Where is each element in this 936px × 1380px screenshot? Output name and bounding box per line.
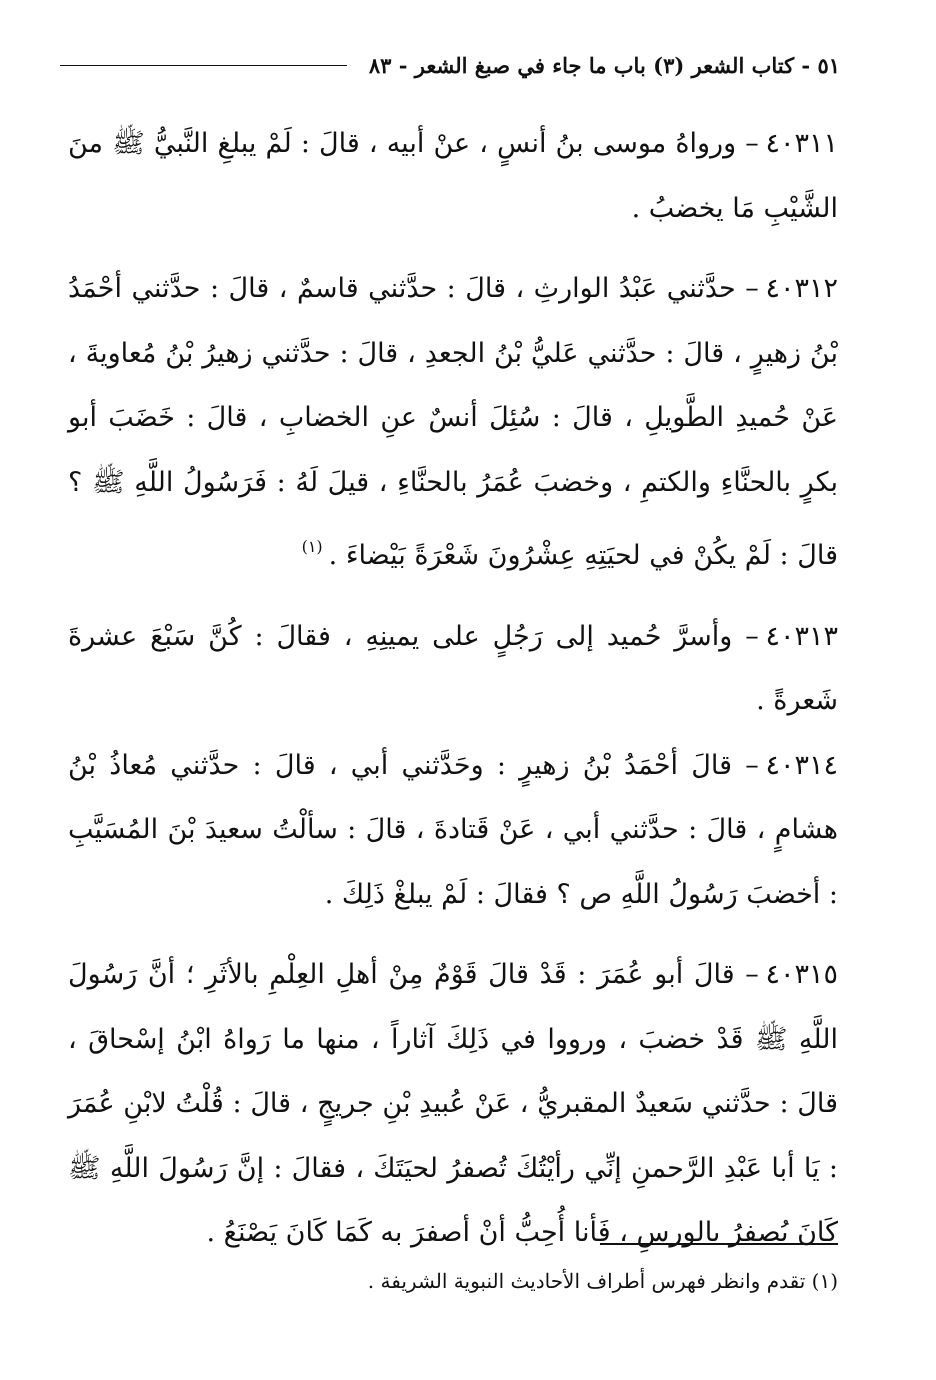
hadith-text: – ورواهُ موسى بنُ أنسٍ ، عنْ أبيه ، قالَ : لَمْ يبلغِ النَّبيُّ ﷺ منَ الشَّيْبِ مَا يخضبُ . [68,128,838,224]
hadith-number: ٤٠٣١٥ [765,959,838,990]
footnote-text: تقدم وانظر فهرس أطراف الأحاديث النبوية الشريفة . [367,1269,806,1293]
footnote-separator [600,1243,838,1245]
hadith-text: – وأسرَّ حُميد إلى رَجُلٍ على يمينِهِ ، فقالَ : كُنَّ سَبْعَ عشرةَ شَعرةً . [68,620,838,716]
hadith-paragraph [68,257,838,589]
hadith-paragraph [68,605,838,734]
hadith-text: – قالَ أحْمَدُ بْنُ زهيرٍ : وحَدَّثني أبي ، قالَ : حدَّثني مُعاذُ بْنُ هشامٍ ، قالَ : حدَّثني أبي ، عَنْ قَتادةَ ، قالَ : سألْتُ سعيدَ بْنَ المُسَيَّبِ : أخضبَ رَسُولُ اللَّهِ ص ؟ فقالَ : لَمْ يبلغْ ذَلِكَ . [68,749,838,910]
hadith-number: ٤٠٣١٣ [765,620,838,652]
hadith-text: – قالَ أبو عُمَرَ : قَدْ قالَ قَوْمٌ مِنْ أهلِ العِلْمِ بالأثَرِ ؛ أنَّ رَسُولَ اللَّهِ ﷺ قَدْ خضبَ ، ورووا في ذَلِكَ آثاراً ، منها ما رَواهُ ابْنُ إسْحاقَ ، قالَ : حدَّثني سَعيدٌ المقبريُّ ، عَنْ عُبيدِ بْنِ جريجٍ ، قالَ : قُلْتُ لابْنِ عُمَرَ : يَا أبا عَبْدِ الرَّحمنِ إنِّي رأيْتُكَ تُصفرُ لحيَتَكَ ، فقالَ : إنَّ رَسُولَ اللَّهِ ﷺ كَانَ يُصفرُ بالورسِ ، فَأنا أُحِبُّ أنْ أصفرَ به كَمَا كَانَ يَصْنَعُ . [68,959,838,1248]
hadith-text: – حدَّثني عَبْدُ الوارثِ ، قالَ : حدَّثني قاسمٌ ، قالَ : حدَّثني أحْمَدُ بْنُ زهيرٍ ، قالَ : حدَّثني عَليُّ بْنُ الجعدِ ، قالَ : حدَّثني زهيرُ بْنُ مُعاويةَ ، عَنْ حُميدِ الطَّويلِ ، قالَ : سُئِلَ أنسٌ عنِ الخضابِ ، قالَ : خَضَبَ أبو بكرٍ بالحنَّاءِ والكتمِ ، وخضبَ عُمَرُ بالحنَّاءِ ، قيلَ لَهُ : فَرَسُولُ اللَّهِ ﷺ ؟ قالَ : لَمْ يكُنْ في لحيَتِهِ عِشْرُونَ شَعْرَةً بَيْضاءَ . [68,273,838,571]
hadith-number: ٤٠٣١٤ [765,749,838,781]
footnote-marker: (١) [811,1269,838,1293]
running-header [60,50,840,80]
hadith-paragraph [68,943,838,1266]
running-header-title: ٥١ - كتاب الشعر (٣) باب ما جاء في صبغ الشعر - ٨٣ [368,52,840,78]
hadith-number: ٤٠٣١١ [765,128,838,159]
footnote-reference[interactable]: (١) [301,537,323,556]
main-text [68,112,838,1266]
hadith-paragraph [68,734,838,928]
hadith-number: ٤٠٣١٢ [765,273,838,304]
footnote [200,1264,838,1298]
hadith-paragraph [68,112,838,241]
header-rule [60,65,347,66]
